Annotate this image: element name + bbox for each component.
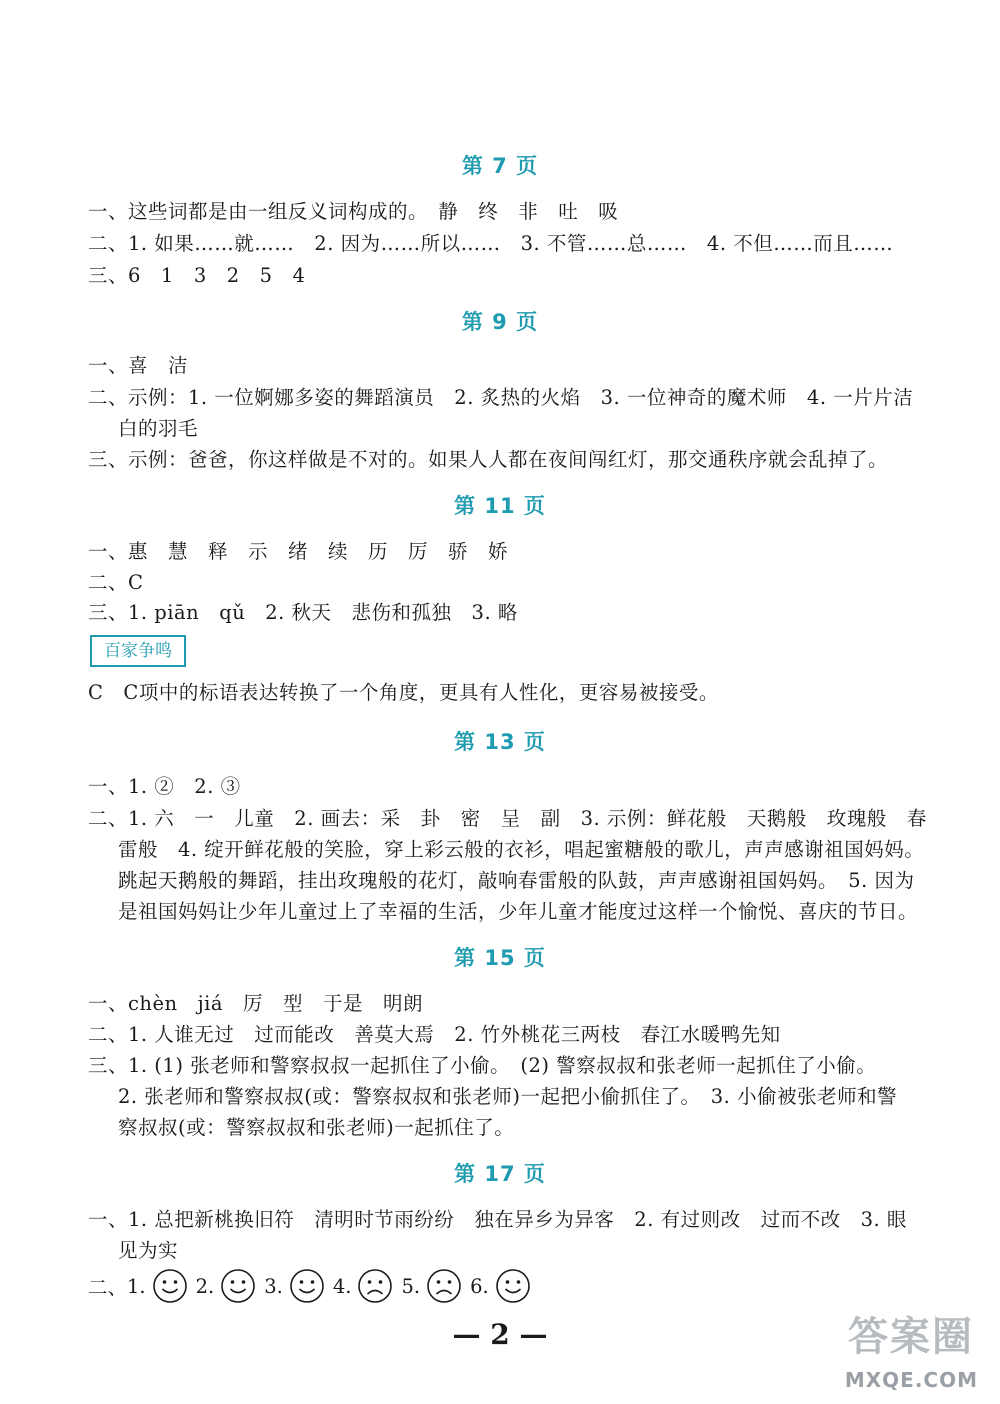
- answer-line: 雷般 4. 绽开鲜花般的笑脸，穿上彩云般的衣衫，唱起蜜糖般的歌儿，声声感谢祖国妈妈。: [118, 838, 925, 861]
- face-number: 1.: [127, 1274, 146, 1298]
- answer-line: 2. 张老师和警察叔叔(或：警察叔叔和张老师)一起把小偷抓住了。 3. 小偷被张老师和警: [118, 1085, 898, 1108]
- answer-line: 三、1. (1) 张老师和警察叔叔一起抓住了小偷。 (2) 警察叔叔和张老师一起抓住了小偷。: [88, 1054, 877, 1077]
- face-number: 6.: [470, 1274, 489, 1298]
- face-number: 4.: [332, 1274, 352, 1298]
- answer-line: C C项中的标语表达转换了一个角度，更具有人性化，更容易被接受。: [88, 681, 719, 704]
- answer-line: 跳起天鹅般的舞蹈，挂出玫瑰般的花灯，敲响春雷般的队鼓，声声感谢祖国妈妈。 5. 因为: [118, 869, 915, 892]
- face-item: [470, 1268, 531, 1304]
- face-item: [127, 1268, 188, 1304]
- smile-face-icon: [495, 1268, 531, 1304]
- answer-line: 一、1. ② 2. ③: [88, 775, 241, 798]
- answer-line: 三、1. piān qǔ 2. 秋天 悲伤和孤独 3. 略: [88, 601, 518, 624]
- section-heading-p13: 第 13 页: [454, 730, 546, 754]
- discussion-badge: 百家争鸣: [90, 635, 186, 667]
- face-number: 5.: [401, 1274, 421, 1298]
- face-item: [401, 1268, 462, 1304]
- answer-line: 见为实: [118, 1239, 179, 1262]
- face-item: [333, 1268, 394, 1304]
- watermark-url: MXQE.COM: [844, 1368, 978, 1392]
- faces-prefix: 二、: [88, 1276, 128, 1299]
- answer-line: 一、chèn jiá 厉 型 于是 明朗: [88, 992, 423, 1015]
- answer-line: 二、1. 如果……就…… 2. 因为……所以…… 3. 不管……总…… 4. 不但……而且……: [88, 232, 894, 255]
- answer-line: 察叔叔(或：警察叔叔和张老师)一起抓住了。: [118, 1116, 515, 1139]
- smile-face-icon: [220, 1268, 256, 1304]
- section-heading-p9: 第 9 页: [461, 310, 539, 334]
- sad-face-icon: [357, 1268, 393, 1304]
- section-heading-p7: 第 7 页: [461, 154, 539, 178]
- section-heading-p15: 第 15 页: [454, 946, 546, 970]
- faces-row: [88, 1266, 539, 1306]
- face-item: [196, 1268, 257, 1304]
- answer-line: 一、1. 总把新桃换旧符 清明时节雨纷纷 独在异乡为异客 2. 有过则改 过而不改 3. 眼: [88, 1208, 907, 1231]
- watermark-logo: 答案圈: [848, 1314, 974, 1360]
- answer-line: 二、1. 六 一 儿童 2. 画去：采 卦 密 呈 副 3. 示例：鲜花般 天鹅般 玫瑰般 春: [88, 807, 927, 830]
- answer-line: 白的羽毛: [118, 417, 199, 440]
- face-number: 3.: [264, 1274, 283, 1298]
- answer-line: 三、示例：爸爸，你这样做是不对的。如果人人都在夜间闯红灯，那交通秩序就会乱掉了。: [88, 448, 889, 471]
- answer-line: 一、这些词都是由一组反义词构成的。 静 终 非 吐 吸: [88, 200, 619, 223]
- answer-line: 三、6 1 3 2 5 4: [88, 264, 306, 287]
- answer-line: 二、1. 人谁无过 过而能改 善莫大焉 2. 竹外桃花三两枝 春江水暖鸭先知: [88, 1023, 781, 1046]
- answer-line: 一、惠 慧 释 示 绪 续 历 厉 骄 娇: [88, 540, 509, 563]
- smile-face-icon: [289, 1268, 325, 1304]
- face-item: [264, 1268, 325, 1304]
- section-heading-p11: 第 11 页: [454, 494, 546, 518]
- page-number: — 2 —: [452, 1318, 548, 1351]
- smile-face-icon: [152, 1268, 188, 1304]
- answer-line: 二、C: [88, 571, 144, 594]
- face-number: 2.: [195, 1274, 215, 1298]
- sad-face-icon: [426, 1268, 462, 1304]
- answer-line: 二、示例：1. 一位婀娜多姿的舞蹈演员 2. 炙热的火焰 3. 一位神奇的魔术师 4. 一片片洁: [88, 386, 914, 409]
- answer-line: 是祖国妈妈让少年儿童过上了幸福的生活，少年儿童才能度过这样一个愉悦、喜庆的节日。: [118, 900, 919, 923]
- section-heading-p17: 第 17 页: [454, 1162, 546, 1186]
- answer-line: 一、喜 洁: [88, 354, 189, 377]
